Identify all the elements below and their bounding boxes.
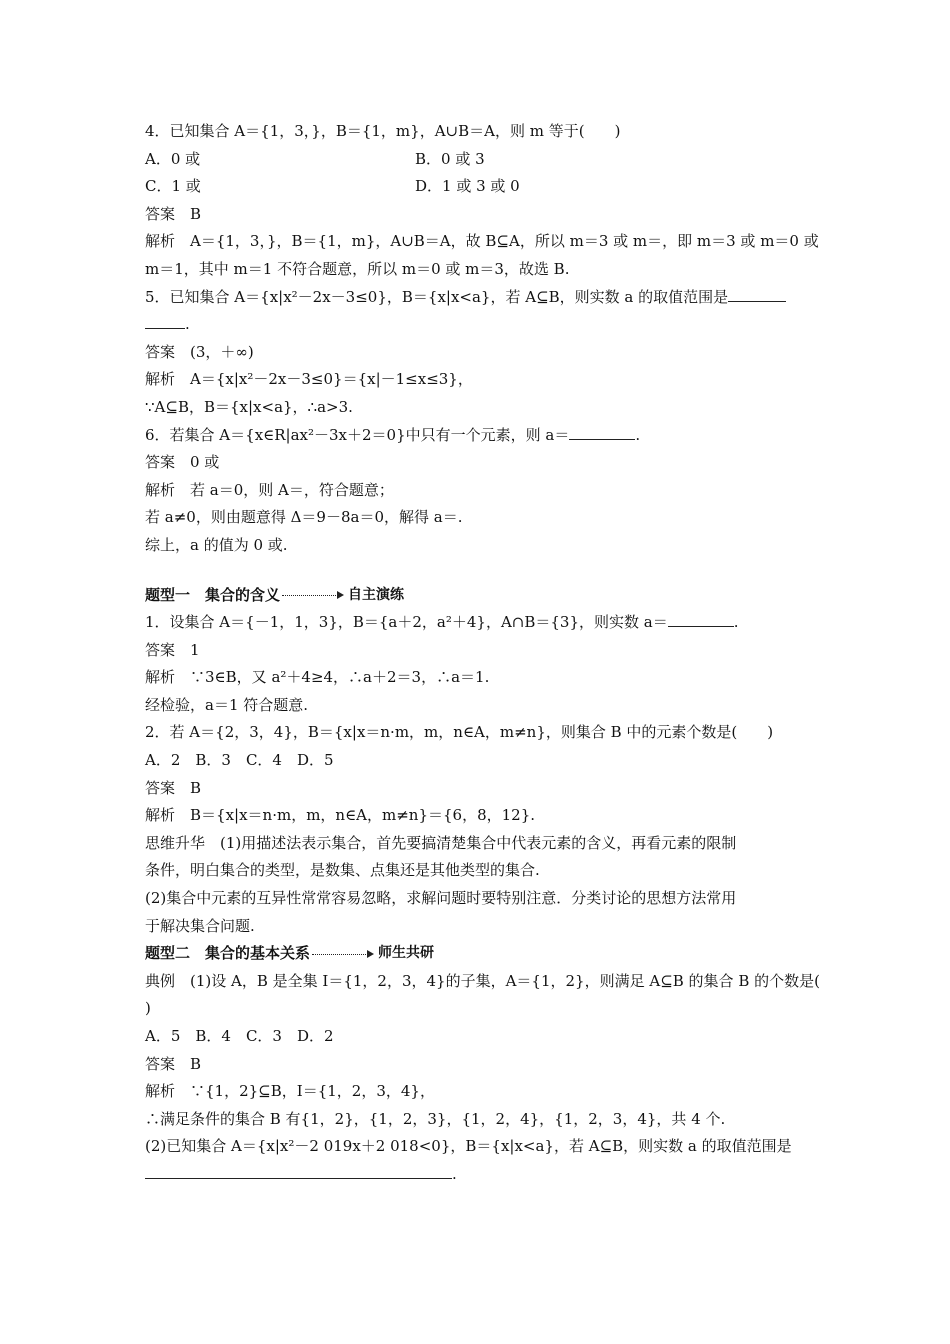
- arrow-icon: [282, 590, 344, 600]
- q6-analysis-line2: 若 a≠0，则由题意得 Δ＝9－8a＝0，解得 a＝.: [145, 508, 463, 527]
- s2-example-analysis-line1: 解析 ∵{1，2}⊆B，I＝{1，2，3，4}，: [145, 1082, 435, 1101]
- q5-stem-line2: [145, 311, 810, 339]
- q5-answer: 答案 (3，＋∞): [145, 342, 254, 361]
- s1-p1-check: 经检验，a＝1 符合题意.: [145, 695, 309, 714]
- s1-p1-answer: 答案 1: [145, 640, 200, 659]
- s2-example-analysis-line2: ∴满足条件的集合 B 有{1，2}，{1，2，3}，{1，2，4}，{1，2，3，4}，共 4 个.: [145, 1109, 726, 1128]
- q6-analysis-line1: 解析 若 a＝0，则 A＝，符合题意；: [145, 480, 394, 499]
- q4-option-b: B．0 或 3: [415, 149, 485, 168]
- s1-summary-line3: (2)集合中元素的互异性常常容易忽略，求解问题时要特别注意．分类讨论的思想方法常用: [145, 889, 737, 908]
- s1-p1-end: .: [733, 613, 739, 632]
- s1-p2-stem: 2．若 A＝{2，3，4}，B＝{x|x＝n·m，m，n∈A，m≠n}，则集合 B 中的元素个数是( ): [145, 723, 774, 742]
- q6-answer: 答案 0 或: [145, 453, 220, 472]
- q5-analysis-line1: 解析 A＝{x|x²－2x－3≤0}＝{x|－1≤x≤3}，: [145, 370, 473, 389]
- q6-stem-end: .: [635, 425, 641, 444]
- s1-summary-line1: 思维升华 (1)用描述法表示集合，首先要搞清楚集合中代表元素的含义，再看元素的限制: [145, 833, 737, 852]
- s2-example2-end: .: [452, 1164, 457, 1183]
- q6-stem: 6．若集合 A＝{x∈R|ax²－3x＋2＝0}中只有一个元素，则 a＝: [145, 425, 570, 444]
- q4-analysis-line1: 解析 A＝{1，3，}，B＝{1，m}，A∪B＝A，故 B⊆A，所以 m＝3 或 m＝，即 m＝3 或 m＝0 或: [145, 232, 819, 251]
- arrow-icon: [312, 949, 374, 959]
- q5-stem-end: .: [185, 315, 190, 334]
- section2-tag: 师生共研: [378, 945, 435, 962]
- document-page: [145, 118, 820, 1189]
- section1-tag: 自主演练: [348, 586, 405, 603]
- s2-example-options: A．5 B．4 C．3 D．2: [145, 1027, 334, 1045]
- answer-blank: [569, 423, 635, 440]
- s1-p1-stem-line: [145, 609, 810, 637]
- s2-example-answer: 答案 B: [145, 1054, 202, 1073]
- q6-analysis-line3: 综上，a 的值为 0 或.: [145, 535, 288, 554]
- q4-options-row2: [145, 173, 810, 201]
- q5-stem-line1: [145, 284, 810, 312]
- answer-blank: [728, 285, 786, 302]
- s2-example-stem-line2: ): [145, 999, 151, 1018]
- s1-p2-options: A．2 B．3 C．4 D．5: [145, 751, 334, 770]
- s2-example-stem-line1: 典例 (1)设 A，B 是全集 I＝{1，2，3，4}的子集，A＝{1，2}，则满足 A⊆B 的集合 B 的个数是(: [145, 971, 820, 990]
- q4-options-row1: [145, 146, 810, 174]
- section1-title: 题型一 集合的含义: [145, 585, 281, 604]
- s1-p2-answer: 答案 B: [145, 778, 202, 797]
- q4-option-d: D．1 或 3 或 0: [415, 177, 520, 196]
- answer-blank: [668, 610, 734, 627]
- section-spacer: [145, 560, 810, 582]
- answer-blank: [145, 312, 185, 329]
- s1-p2-analysis: 解析 B＝{x|x＝n·m，m，n∈A，m≠n}＝{6，8，12}.: [145, 806, 536, 825]
- answer-blank: [145, 1162, 452, 1179]
- q4-option-c: C．1 或: [145, 177, 201, 196]
- s2-example2-blank-line: [145, 1161, 810, 1189]
- q5-analysis-line2: ∵A⊆B，B＝{x|x<a}，∴a>3.: [145, 397, 353, 416]
- q5-stem: 5．已知集合 A＝{x|x²－2x－3≤0}，B＝{x|x<a}，若 A⊆B，则实数 a 的取值范围是: [145, 287, 729, 306]
- section2-title: 题型二 集合的基本关系: [145, 944, 311, 963]
- q4-answer: 答案 B: [145, 204, 202, 223]
- q6-stem-line: [145, 422, 810, 450]
- s2-example2-stem: (2)已知集合 A＝{x|x²－2 019x＋2 018<0}，B＝{x|x<a}，若 A⊆B，则实数 a 的取值范围是: [145, 1137, 792, 1156]
- q4-option-a: A．0 或: [145, 149, 201, 168]
- section1-heading: [145, 582, 810, 610]
- s1-p1-analysis: 解析 ∵3∈B，又 a²＋4≥4，∴a＋2＝3，∴a＝1.: [145, 668, 490, 687]
- section2-heading: [145, 940, 810, 968]
- q4-stem: 4．已知集合 A＝{1，3，}，B＝{1，m}，A∪B＝A，则 m 等于( ): [145, 122, 621, 140]
- s1-summary-line2: 条件，明白集合的类型，是数集、点集还是其他类型的集合.: [145, 861, 540, 880]
- s1-p1-stem: 1．设集合 A＝{－1，1，3}，B＝{a＋2，a²＋4}，A∩B＝{3}，则实数 a＝: [145, 613, 668, 632]
- s1-summary-line4: 于解决集合问题.: [145, 916, 255, 935]
- q4-analysis-line2: m＝1，其中 m＝1 不符合题意，所以 m＝0 或 m＝3，故选 B.: [145, 259, 570, 278]
